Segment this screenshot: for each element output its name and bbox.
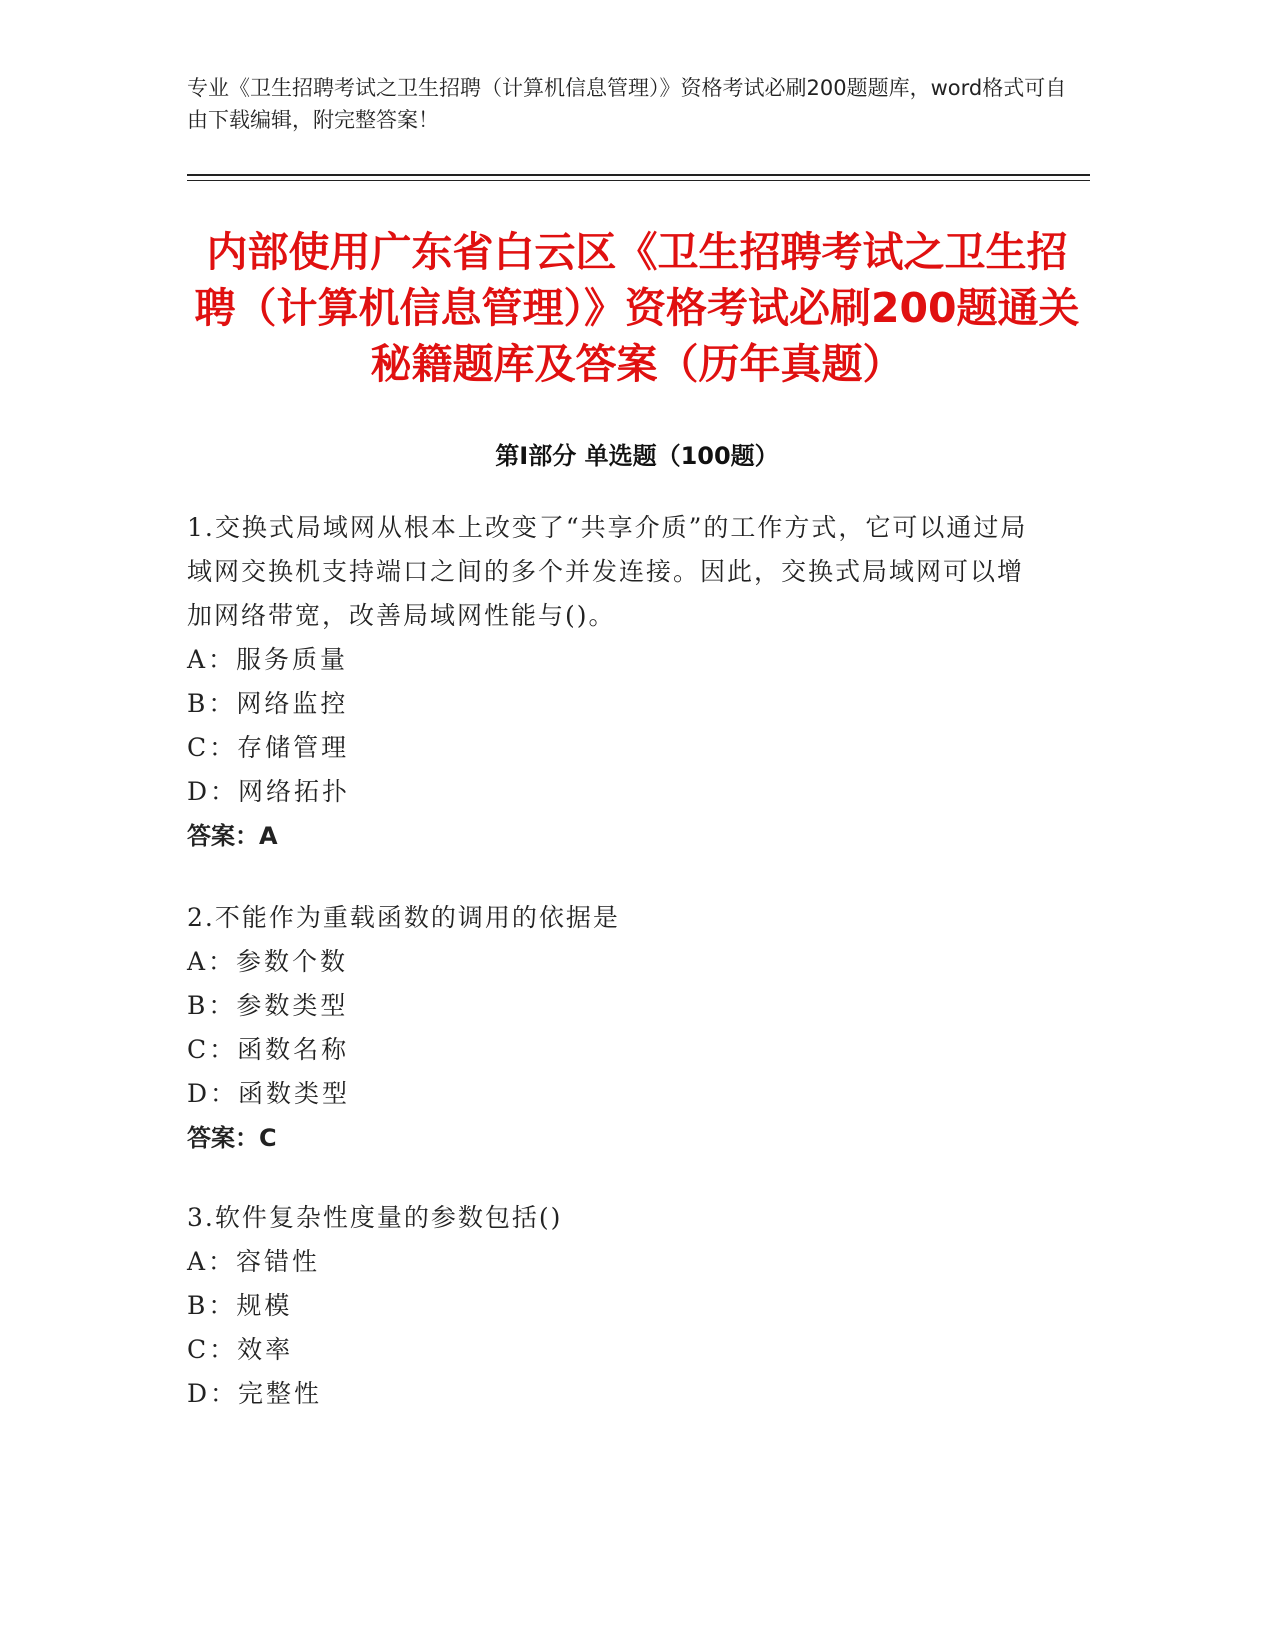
option-b: B：参数类型 xyxy=(187,991,349,1020)
option-c: C：存储管理 xyxy=(187,733,350,762)
divider xyxy=(187,174,1090,176)
question-block xyxy=(187,506,1047,858)
question-block xyxy=(187,896,1047,1160)
question-stem: 1.交换式局域网从根本上改变了“共享介质”的工作方式，它可以通过局域网交换机支持端口之间的多个并发连接。因此，交换式局域网可以增加网络带宽，改善局域网性能与()。 xyxy=(187,513,1028,630)
answer: 答案：C xyxy=(187,1124,277,1152)
option-c: C：函数名称 xyxy=(187,1035,350,1064)
header-note: 专业《卫生招聘考试之卫生招聘（计算机信息管理）》资格考试必刷200题题库，word格式可自由下载编辑，附完整答案！ xyxy=(187,76,1067,132)
option-a: A：参数个数 xyxy=(187,947,349,976)
document-title: 内部使用广东省白云区《卫生招聘考试之卫生招聘（计算机信息管理）》资格考试必刷200题通关秘籍题库及答案（历年真题） xyxy=(194,228,1080,388)
question-block xyxy=(187,1196,1047,1416)
answer: 答案：A xyxy=(187,822,278,850)
option-d: D：网络拓扑 xyxy=(187,777,351,806)
divider xyxy=(187,180,1090,181)
option-b: B：规模 xyxy=(187,1291,293,1320)
option-a: A：容错性 xyxy=(187,1247,321,1276)
option-b: B：网络监控 xyxy=(187,689,349,718)
option-a: A：服务质量 xyxy=(187,645,349,674)
question-stem: 2.不能作为重载函数的调用的依据是 xyxy=(187,903,620,932)
option-d: D：函数类型 xyxy=(187,1079,351,1108)
section-heading: 第I部分 单选题（100题） xyxy=(495,442,779,470)
option-c: C：效率 xyxy=(187,1335,294,1364)
option-d: D：完整性 xyxy=(187,1379,323,1408)
question-stem: 3.软件复杂性度量的参数包括() xyxy=(187,1203,563,1232)
